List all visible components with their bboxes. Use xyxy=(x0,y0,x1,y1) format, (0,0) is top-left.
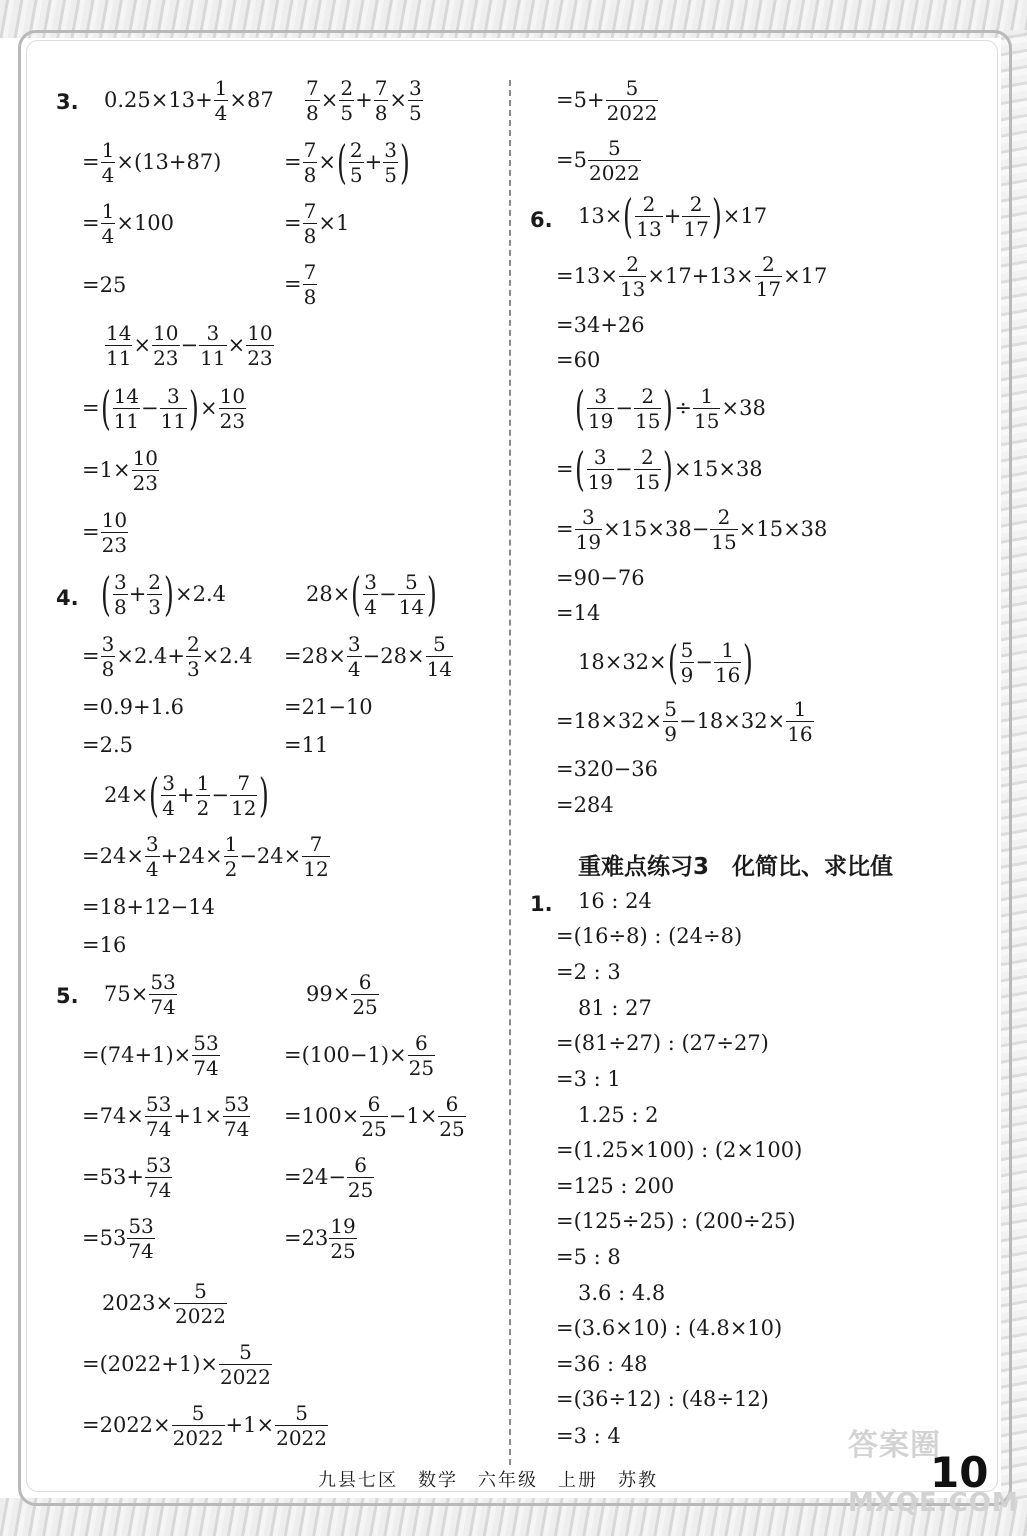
ratio-line: =3 : 4 xyxy=(556,1424,621,1448)
q3-expr-a: 0.25×13+ 1 4 ×87 xyxy=(104,76,274,125)
q5-expr-a: 75× 53 74 xyxy=(104,970,176,1019)
q4-c-step2: =18+12−14 xyxy=(82,895,215,919)
watermark-logo: 答案圈 xyxy=(848,1428,941,1463)
q4-b-step1: =28× 3 4 −28× 5 14 xyxy=(284,632,453,681)
page-number: 10 xyxy=(930,1448,989,1497)
q6-c-step2: =320−36 xyxy=(556,757,658,781)
section-heading: 重难点练习3 化简比、求比值 xyxy=(578,854,894,880)
ratio-line: =(3.6×10) : (4.8×10) xyxy=(556,1316,783,1340)
q4-c-step3: =16 xyxy=(82,933,127,957)
question-number-3: 3. xyxy=(56,90,79,114)
q5-expr-b: 99× 6 25 xyxy=(306,970,378,1019)
q6-b-step3: =90−76 xyxy=(556,566,645,590)
q5-b-step2: =100× 6 25 −1× 6 25 xyxy=(284,1092,465,1141)
q5-c-step4: =5 5 2022 xyxy=(556,136,640,185)
ratio-line: =125 : 200 xyxy=(556,1174,675,1198)
q6-expr-c: 18×32× ( 5 9 − 1 16 ) xyxy=(578,635,754,690)
q6-expr-b: ( 3 19 − 2 15 ) ÷ 1 15 ×38 xyxy=(575,381,766,436)
q3-b-step2: = 7 8 ×1 xyxy=(284,199,350,248)
ratio-line: =(125÷25) : (200÷25) xyxy=(556,1209,796,1233)
q5-b-step3: =24− 6 25 xyxy=(284,1153,374,1202)
ratio-line: =(16÷8) : (24÷8) xyxy=(556,924,743,948)
q4-b-step2: =21−10 xyxy=(284,695,373,719)
q6-a-step1: =13× 2 13 ×17+13× 2 17 ×17 xyxy=(556,252,828,301)
question-number-6: 6. xyxy=(530,208,553,232)
footer-book-info: 九县七区 数学 六年级 上册 苏教 xyxy=(318,1470,658,1491)
ratio-line: =3 : 1 xyxy=(556,1067,621,1091)
column-divider xyxy=(509,80,511,1465)
page-frame-inner xyxy=(26,40,998,1492)
q5-expr-c: 2023× 5 2022 xyxy=(102,1279,226,1328)
q3-a-step1: = 1 4 ×(13+87) xyxy=(82,138,222,187)
q6-a-step2: =34+26 xyxy=(556,313,645,337)
ratio-line: =(36÷12) : (48÷12) xyxy=(556,1387,769,1411)
q5-a-step1: =(74+1)× 53 74 xyxy=(82,1031,219,1080)
ratio-line: 16 : 24 xyxy=(578,889,652,913)
q6-a-step3: =60 xyxy=(556,348,601,372)
q4-expr-b: 28× ( 3 4 − 5 14 ) xyxy=(306,567,437,622)
q4-a-step2: =0.9+1.6 xyxy=(82,695,184,719)
q5-a-step3: =53+ 53 74 xyxy=(82,1153,172,1202)
q5-c-step1: =(2022+1)× 5 2022 xyxy=(82,1340,271,1389)
q4-expr-c: 24× ( 3 4 + 1 2 − 7 12 ) xyxy=(104,768,270,823)
q5-a-step4: =53 53 74 xyxy=(82,1214,154,1263)
q4-a-step1: = 3 8 ×2.4+ 2 3 ×2.4 xyxy=(82,632,253,681)
q6-expr-a: 13× ( 2 13 + 2 17 ) ×17 xyxy=(578,189,768,244)
q5-b-step1: =(100−1)× 6 25 xyxy=(284,1031,435,1080)
ratio-line: 1.25 : 2 xyxy=(578,1103,659,1127)
ratio-line: =(1.25×100) : (2×100) xyxy=(556,1138,803,1162)
q5-c-step2: =2022× 5 2022 +1× 5 2022 xyxy=(82,1401,328,1450)
q6-b-step1: = ( 3 19 − 2 15 ) ×15×38 xyxy=(556,442,763,497)
q6-b-step4: =14 xyxy=(556,601,601,625)
q6-b-step2: = 3 19 ×15×38− 2 15 ×15×38 xyxy=(556,505,828,554)
q4-a-step3: =2.5 xyxy=(82,733,133,757)
q3-c-step1: = ( 14 11 − 3 11 ) × 10 23 xyxy=(82,381,246,436)
ratio-line: =(81÷27) : (27÷27) xyxy=(556,1031,769,1055)
section-question-number-1: 1. xyxy=(530,892,553,916)
q5-a-step2: =74× 53 74 +1× 53 74 xyxy=(82,1092,250,1141)
q3-b-step1: = 7 8 × ( 2 5 + 3 5 ) xyxy=(284,135,410,190)
q3-a-step2: = 1 4 ×100 xyxy=(82,199,175,248)
q4-b-step3: =11 xyxy=(284,733,329,757)
q4-expr-a: ( 3 8 + 2 3 ) ×2.4 xyxy=(101,567,226,622)
ratio-line: =5 : 8 xyxy=(556,1245,621,1269)
q3-c-step2: =1× 10 23 xyxy=(82,446,159,495)
q3-b-step3: = 7 8 xyxy=(284,260,317,309)
ratio-line: 81 : 27 xyxy=(578,996,652,1020)
question-number-5: 5. xyxy=(56,984,79,1008)
q6-c-step3: =284 xyxy=(556,793,614,817)
q5-b-step4: =23 19 25 xyxy=(284,1214,356,1263)
q3-expr-b: 7 8 × 2 5 + 7 8 × 3 5 xyxy=(306,76,422,125)
watermark-url: MXQE.COM xyxy=(848,1488,1019,1518)
q4-c-step1: =24× 3 4 +24× 1 2 −24× 7 12 xyxy=(82,832,329,881)
q5-c-step3: =5+ 5 2022 xyxy=(556,76,658,125)
ratio-line: 3.6 : 4.8 xyxy=(578,1281,666,1305)
q6-c-step1: =18×32× 5 9 −18×32× 1 16 xyxy=(556,697,813,746)
question-number-4: 4. xyxy=(56,586,79,610)
q3-a-step3: =25 xyxy=(82,273,127,297)
ratio-line: =36 : 48 xyxy=(556,1352,648,1376)
ratio-line: =2 : 3 xyxy=(556,960,621,984)
q3-expr-c: 14 11 × 10 23 − 3 11 × 10 23 xyxy=(106,321,273,370)
q3-c-step3: = 10 23 xyxy=(82,508,128,557)
